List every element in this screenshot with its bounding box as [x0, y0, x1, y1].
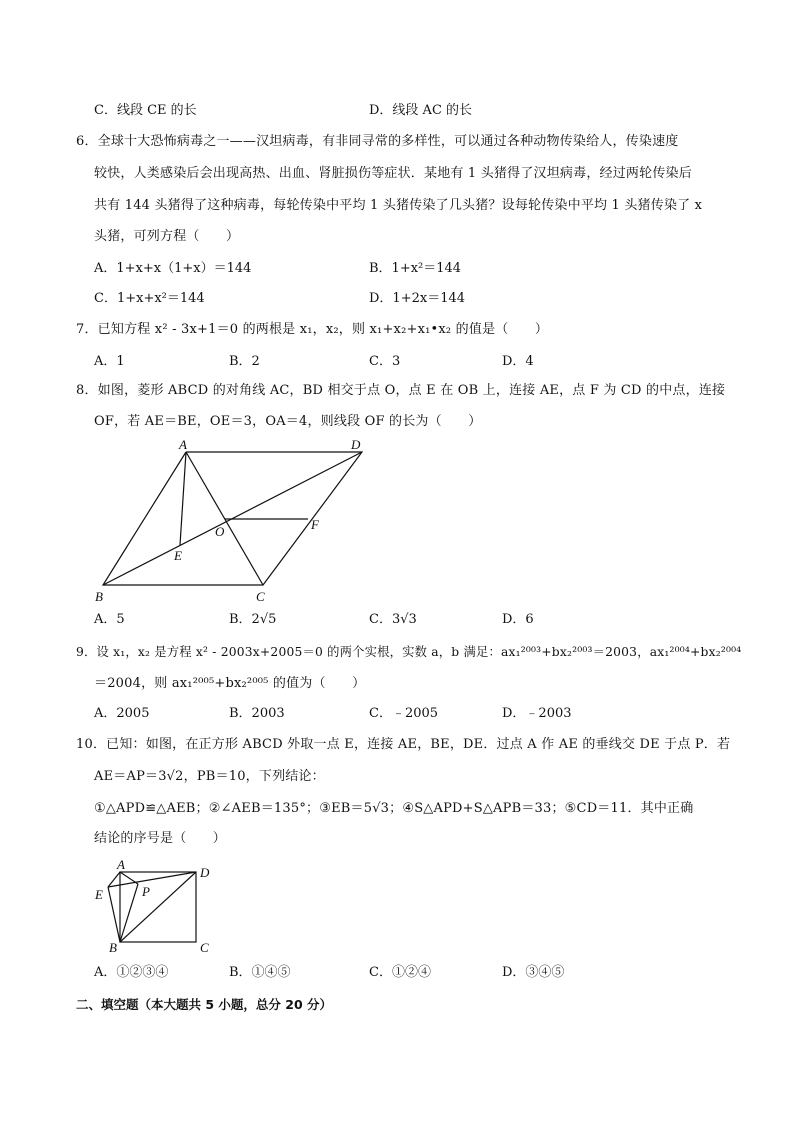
- q8-line-1: 8．如图，菱形 ABCD 的对角线 AC，BD 相交于点 O，点 E 在 OB 上，连接 AE，点 F 为 CD 的中点，连接: [76, 383, 726, 398]
- q9-option-c: C．﹣2005: [369, 706, 439, 721]
- label-a: A: [179, 437, 187, 452]
- q8-option-b: B．2√5: [229, 612, 277, 627]
- q7-line-1: 7．已知方程 x² - 3x+1＝0 的两根是 x₁，x₂，则 x₁+x₂+x₁•x₂ 的值是（ ）: [76, 322, 549, 337]
- q6-line-4: 头猪，可列方程（ ）: [94, 229, 240, 244]
- q8-line-2: OF，若 AE＝BE，OE＝3，OA＝4，则线段 OF 的长为（ ）: [94, 414, 482, 429]
- q5-option-c: C．线段 CE 的长: [94, 103, 197, 118]
- label-f: F: [311, 517, 319, 532]
- q10-option-c: C．①②④: [369, 965, 431, 980]
- label-b: B: [109, 940, 117, 955]
- segment-eb: [108, 887, 120, 942]
- label-c: C: [256, 589, 265, 604]
- q7-option-d: D．4: [502, 354, 534, 369]
- label-d: D: [351, 437, 361, 452]
- q9-line-2: ＝2004，则 ax₁²⁰⁰⁵+bx₂²⁰⁰⁵ 的值为（ ）: [94, 676, 366, 691]
- segment-ap: [120, 872, 138, 884]
- q10-option-a: A．①②③④: [94, 965, 169, 980]
- q9-option-b: B．2003: [229, 706, 285, 721]
- q10-option-d: D．③④⑤: [502, 965, 565, 980]
- label-e: E: [174, 548, 182, 563]
- q8-option-a: A．5: [94, 612, 125, 627]
- q6-option-b: B．1+x²＝144: [369, 261, 462, 276]
- q9-option-a: A．2005: [94, 706, 150, 721]
- q5-option-d: D．线段 AC 的长: [369, 103, 473, 118]
- q6-line-3: 共有 144 头猪得了这种病毒，每轮传染中平均 1 头猪传染了几头猪？设每轮传染中平均 1 头猪传染了 x: [94, 198, 703, 213]
- q8-option-c: C．3√3: [369, 612, 417, 627]
- label-p: P: [142, 884, 150, 899]
- q8-option-d: D．6: [502, 612, 534, 627]
- q10-line-3: ①△APD≌△AEB；②∠AEB＝135°；③EB＝5√3；④S△APD+S△APB＝33；⑤CD＝11．其中正确: [94, 801, 694, 816]
- q10-line-4: 结论的序号是（ ）: [94, 831, 227, 846]
- label-e: E: [95, 887, 103, 902]
- label-c: C: [200, 940, 209, 955]
- q10-line-2: AE＝AP＝3√2，PB＝10，下列结论：: [94, 769, 325, 784]
- q6-option-c: C．1+x+x²＝144: [94, 291, 205, 306]
- label-o: O: [215, 524, 225, 539]
- q10-line-1: 10．已知：如图，在正方形 ABCD 外取一点 E，连接 AE，BE，DE．过点 A 作 AE 的垂线交 DE 于点 P．若: [76, 737, 731, 752]
- q6-option-d: D．1+2x＝144: [369, 291, 466, 306]
- q7-option-c: C．3: [369, 354, 401, 369]
- q6-line-2: 较快，人类感染后会出现高热、出血、肾脏损伤等症状．某地有 1 头猪得了汉坦病毒，经过两轮传染后: [94, 166, 692, 181]
- q9-option-d: D．﹣2003: [502, 706, 572, 721]
- label-a: A: [117, 857, 125, 872]
- q9-line-1: 9．设 x₁，x₂ 是方程 x² - 2003x+2005＝0 的两个实根，实数 a，b 满足：ax₁²⁰⁰³+bx₂²⁰⁰³＝2003，ax₁²⁰⁰⁴+bx₂²⁰⁰⁴: [76, 645, 742, 659]
- section-2-heading: 二、填空题（本大题共 5 小题，总分 20 分）: [76, 997, 333, 1012]
- label-b: B: [95, 589, 103, 604]
- q6-line-1: 6．全球十大恐怖病毒之一——汉坦病毒，有非同寻常的多样性，可以通过各种动物传染给人，传染速度: [76, 134, 679, 149]
- label-d: D: [200, 865, 210, 880]
- q7-option-b: B．2: [229, 354, 260, 369]
- q10-option-b: B．①④⑤: [229, 965, 291, 980]
- q7-option-a: A．1: [94, 354, 125, 369]
- q6-option-a: A．1+x+x（1+x）＝144: [94, 261, 252, 276]
